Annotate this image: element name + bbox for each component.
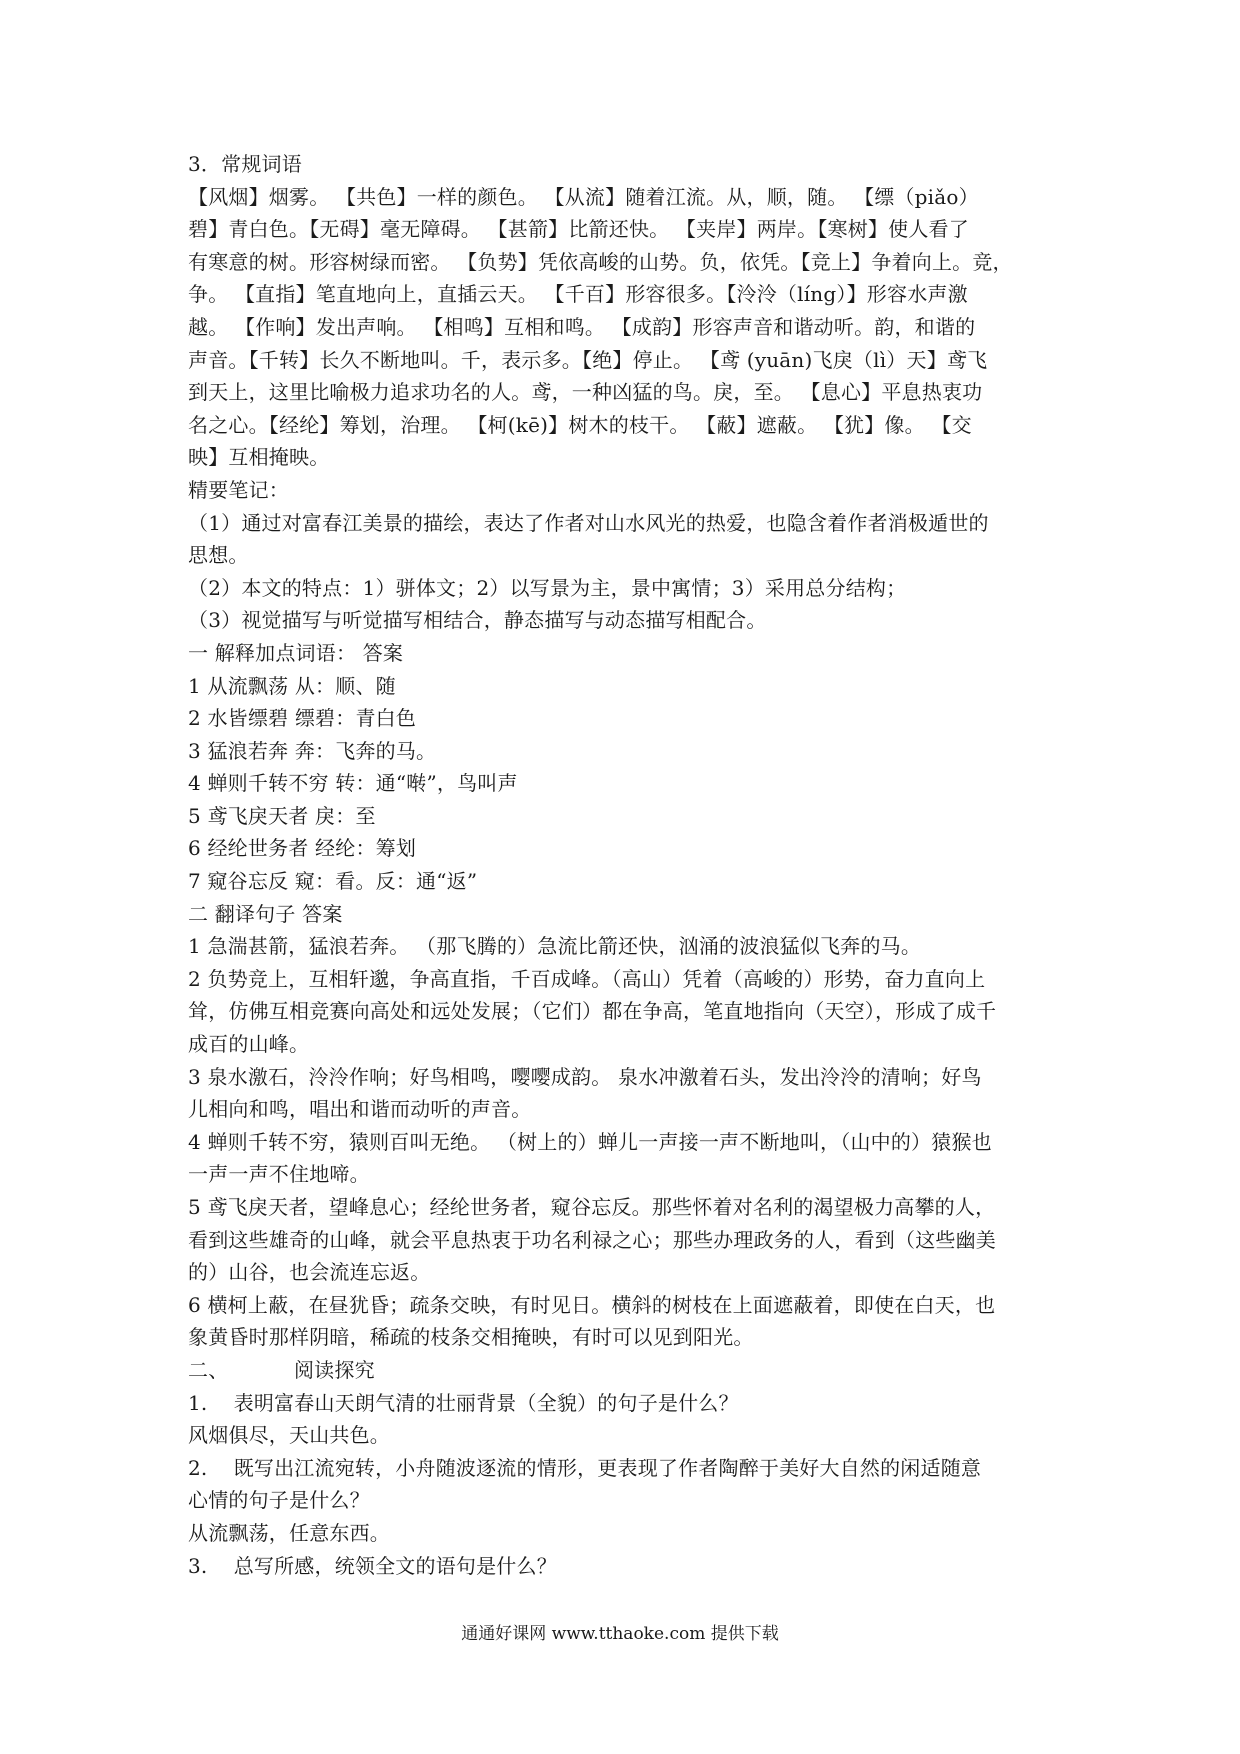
question: 2. 既写出江流宛转，小舟随波逐流的情形，更表现了作者陶醉于美好大自然的闲适随意 bbox=[188, 1455, 982, 1480]
question: 心情的句子是什么？ bbox=[188, 1488, 370, 1513]
text-line: 争。 【直指】笔直地向上，直插云天。 【千百】形容很多。【泠泠（líng）】形容水声激 bbox=[188, 282, 968, 307]
text-line: 看到这些雄奇的山峰，就会平息热衷于功名利禄之心；那些办理政务的人，看到（这些幽美 bbox=[188, 1227, 996, 1252]
list-item: 4 蝉则千转不穷 转：通“啭”，鸟叫声 bbox=[188, 771, 518, 796]
list-item: 3 猛浪若奔 奔：飞奔的马。 bbox=[188, 738, 437, 763]
text-line: 象黄昏时那样阴暗，稀疏的枝条交相掩映，有时可以见到阳光。 bbox=[188, 1325, 754, 1350]
text-line: 儿相向和鸣，唱出和谐而动听的声音。 bbox=[188, 1097, 532, 1122]
text-line: 有寒意的树。形容树绿而密。 【负势】凭依高峻的山势。负，依凭。【竞上】争着向上。竞， bbox=[188, 249, 1013, 274]
text-line: 2 负势竞上，互相轩邈，争高直指，千百成峰。（高山）凭着（高峻的）形势，奋力直向上 bbox=[188, 966, 986, 991]
page-footer: 通通好课网 www.tthaoke.com 提供下载 bbox=[461, 1624, 779, 1644]
document-body bbox=[188, 148, 1088, 1582]
section-heading-reading: 二、 阅读探究 bbox=[188, 1357, 375, 1382]
list-item: 6 经纶世务者 经纶：筹划 bbox=[188, 836, 417, 861]
text-line: 耸，仿佛互相竞赛向高处和远处发展；（它们）都在争高，笔直地指向（天空），形成了成千 bbox=[188, 999, 997, 1024]
text-line: （3）视觉描写与听觉描写相结合，静态描写与动态描写相配合。 bbox=[188, 608, 767, 633]
text-line: 思想。 bbox=[188, 543, 249, 568]
text-line: 的）山谷，也会流连忘返。 bbox=[188, 1260, 431, 1285]
text-line: 4 蝉则千转不穷，猿则百叫无绝。 （树上的）蝉儿一声接一声不断地叫，（山中的）猿猴也 bbox=[188, 1129, 992, 1154]
text-line: （2）本文的特点：1）骈体文；2）以写景为主，景中寓情；3）采用总分结构； bbox=[188, 575, 907, 600]
text-line: 碧】青白色。【无碍】毫无障碍。 【甚箭】比箭还快。 【夹岸】两岸。【寒树】使人看了 bbox=[188, 217, 969, 242]
list-item: 1 从流飘荡 从：顺、随 bbox=[188, 673, 396, 698]
text-line: 越。 【作响】发出声响。 【相鸣】互相和鸣。 【成韵】形容声音和谐动听。韵，和谐的 bbox=[188, 314, 976, 339]
text-line: 声音。【千转】长久不断地叫。千，表示多。【绝】停止。 【鸢 (yuān)飞戾（lì）天】鸢飞 bbox=[188, 347, 988, 372]
text-line: 1 急湍甚箭，猛浪若奔。 （那飞腾的）急流比箭还快，汹涌的波浪猛似飞奔的马。 bbox=[188, 934, 922, 959]
answer: 从流飘荡，任意东西。 bbox=[188, 1520, 390, 1545]
section-heading-notes: 精要笔记： bbox=[188, 477, 289, 502]
question: 1. 表明富春山天朗气清的壮丽背景（全貌）的句子是什么？ bbox=[188, 1390, 739, 1415]
text-line: 映】互相掩映。 bbox=[188, 445, 330, 470]
text-line: 3 泉水激石，泠泠作响；好鸟相鸣，嘤嘤成韵。 泉水冲激着石头，发出泠泠的清响；好鸟 bbox=[188, 1064, 982, 1089]
text-line: 6 横柯上蔽，在昼犹昏；疏条交映，有时见日。横斜的树枝在上面遮蔽着，即使在白天，也 bbox=[188, 1292, 996, 1317]
text-line: 5 鸢飞戾天者，望峰息心；经纶世务者，窥谷忘反。那些怀着对名利的渴望极力高攀的人， bbox=[188, 1195, 996, 1219]
section-heading-translate: 二 翻译句子 答案 bbox=[188, 901, 343, 926]
text-line: 【风烟】烟雾。 【共色】一样的颜色。 【从流】随着江流。从，顺，随。 【缥（piǎo） bbox=[188, 184, 979, 209]
answer: 风烟俱尽，天山共色。 bbox=[188, 1423, 390, 1448]
section-heading-explain-words: 一 解释加点词语： 答案 bbox=[188, 640, 404, 665]
list-item: 7 窥谷忘反 窥：看。反：通“返” bbox=[188, 869, 478, 894]
text-line: 成百的山峰。 bbox=[188, 1032, 310, 1057]
list-item: 5 鸢飞戾天者 戾：至 bbox=[188, 803, 376, 828]
text-line: 名之心。【经纶】筹划，治理。 【柯(kē)】树木的枝干。 【蔽】遮蔽。 【犹】像。 【交 bbox=[188, 412, 972, 437]
question: 3. 总写所感，统领全文的语句是什么？ bbox=[188, 1553, 557, 1578]
text-line: 到天上，这里比喻极力追求功名的人。鸢，一种凶猛的鸟。戾，至。 【息心】平息热衷功 bbox=[188, 380, 983, 405]
text-line: （1）通过对富春江美景的描绘，表达了作者对山水风光的热爱，也隐含着作者消极遁世的 bbox=[188, 510, 989, 535]
text-line: 一声一声不住地啼。 bbox=[188, 1162, 370, 1187]
section-heading-common-words: 3．常规词语 bbox=[188, 152, 302, 176]
list-item: 2 水皆缥碧 缥碧：青白色 bbox=[188, 706, 417, 731]
